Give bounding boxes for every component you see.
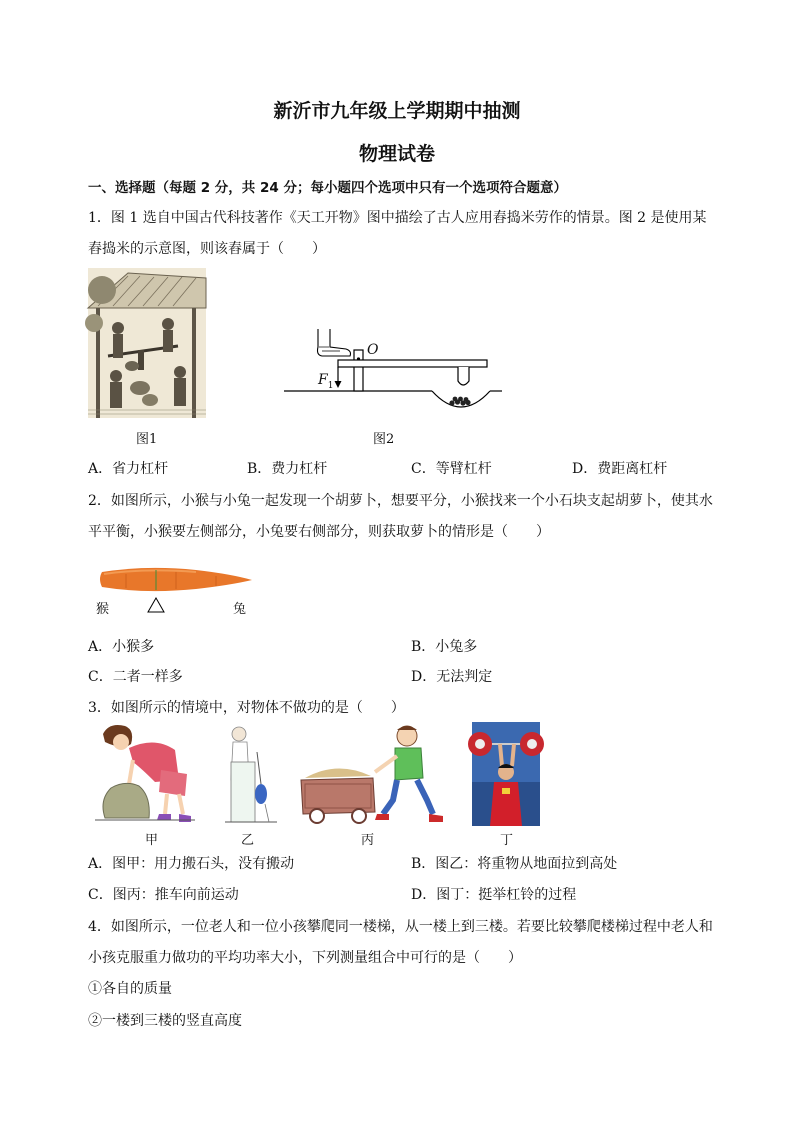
q1-line2: 舂捣米的示意图，则该舂属于（ ）: [88, 241, 326, 257]
q1-fig1-caption: 图1: [136, 432, 158, 447]
q3-label-ding: 丁: [500, 833, 514, 848]
q3-figure-jia: [95, 722, 195, 826]
q3-figure-bing: [297, 722, 449, 826]
q2-monkey-label: 猴: [96, 602, 110, 617]
q1-figure1-illustration: [88, 268, 206, 418]
q2-option-c[interactable]: C．二者一样多: [88, 669, 183, 685]
q2-option-b[interactable]: B．小兔多: [411, 639, 478, 655]
q1-option-d[interactable]: D．费距离杠杆: [572, 461, 668, 477]
q4-line2: 小孩克服重力做功的平均功率大小，下列测量组合中可行的是（ ）: [88, 950, 522, 966]
page-title: 新沂市九年级上学期期中抽测: [273, 100, 521, 122]
q3-label-bing: 丙: [361, 833, 375, 848]
q3-option-d[interactable]: D．图丁：挺举杠铃的过程: [411, 887, 577, 903]
q3-label-yi: 乙: [241, 833, 255, 848]
section-heading: 一、选择题（每题 2 分，共 24 分；每小题四个选项中只有一个选项符合题意）: [88, 180, 567, 196]
q1-option-c[interactable]: C．等臂杠杆: [411, 461, 492, 477]
q1-fig2-force-label: $F_1$: [318, 372, 334, 391]
q3-figure-yi: [225, 722, 277, 826]
q3-line1: 3．如图所示的情境中，对物体不做功的是（ ）: [88, 700, 405, 716]
q2-rabbit-label: 兔: [233, 602, 247, 617]
q1-line1: 1．图 1 选自中国古代科技著作《天工开物》图中描绘了古人应用舂捣米劳作的情景。图 2 是使用某: [88, 210, 707, 226]
q1-option-a[interactable]: A．省力杠杆: [88, 461, 169, 477]
q4-line1: 4．如图所示，一位老人和一位小孩攀爬同一楼梯，从一楼上到三楼。若要比较攀爬楼梯过程中老人和: [88, 919, 713, 935]
q2-carrot-figure: [96, 562, 256, 617]
q3-figure-ding: [472, 722, 540, 826]
q3-option-a[interactable]: A．图甲：用力搬石头，没有搬动: [88, 856, 295, 872]
q1-figure2-diagram: [282, 323, 504, 409]
q2-line2: 平平衡，小猴要左侧部分，小兔要右侧部分，则获取萝卜的情形是（ ）: [88, 524, 550, 540]
q3-label-jia: 甲: [145, 833, 159, 848]
q2-option-d[interactable]: D．无法判定: [411, 669, 493, 685]
q1-fig2-caption: 图2: [373, 432, 395, 447]
q2-line1: 2．如图所示，小猴与小兔一起发现一个胡萝卜，想要平分，小猴找来一个小石块支起胡萝卜，使其水: [88, 493, 713, 509]
q2-option-a[interactable]: A．小猴多: [88, 639, 155, 655]
q4-item-2: ②一楼到三楼的竖直高度: [88, 1013, 242, 1029]
q4-item-1: ①各自的质量: [88, 981, 172, 997]
q1-option-b[interactable]: B．费力杠杆: [247, 461, 328, 477]
q1-fig2-pivot-label: O: [367, 342, 379, 358]
page-subtitle: 物理试卷: [358, 143, 435, 165]
q3-option-b[interactable]: B．图乙：将重物从地面拉到高处: [411, 856, 618, 872]
q3-option-c[interactable]: C．图丙：推车向前运动: [88, 887, 239, 903]
